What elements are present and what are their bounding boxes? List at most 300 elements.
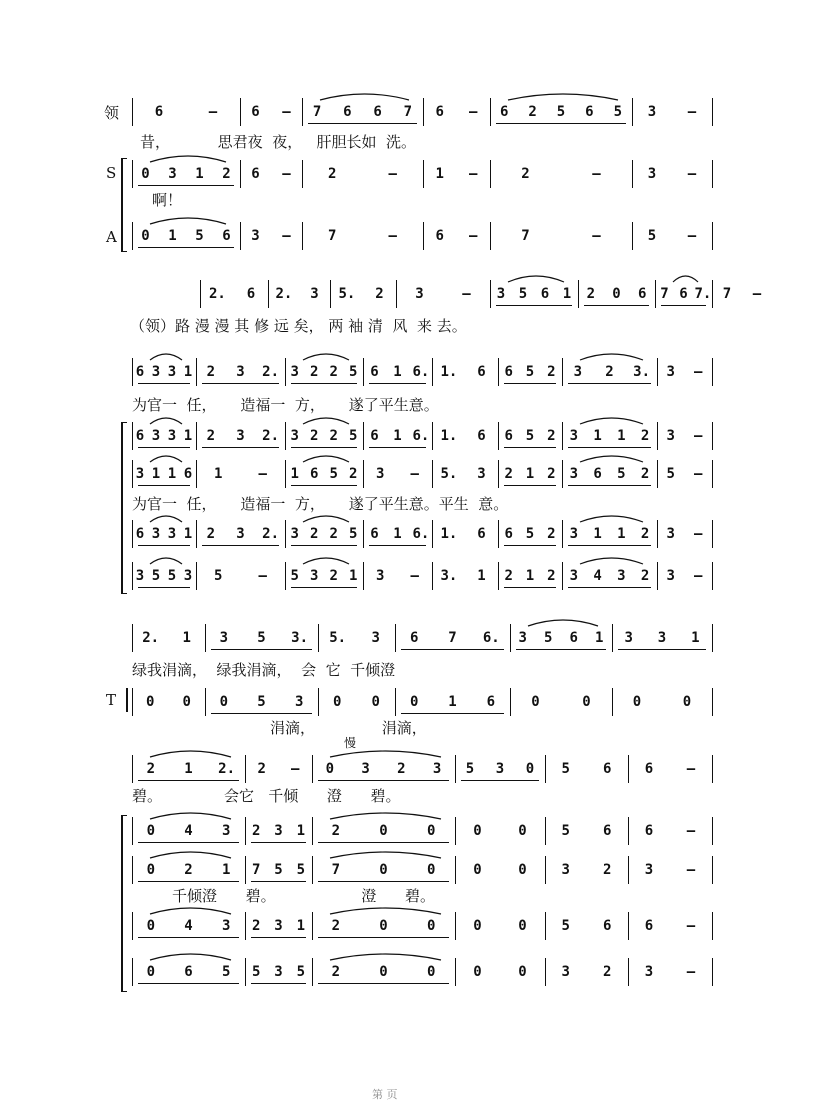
- note: 2: [547, 428, 556, 444]
- note: 7: [328, 228, 337, 244]
- note: 3: [666, 568, 675, 584]
- barline: [657, 422, 658, 450]
- notation-row: [0, 624, 822, 654]
- barline: [712, 562, 713, 590]
- dash-note: –: [686, 823, 696, 839]
- slur: [330, 954, 441, 960]
- note: 3: [496, 286, 506, 302]
- barline: [432, 460, 433, 488]
- notation-row: [0, 817, 822, 847]
- beam-line: [251, 842, 306, 843]
- slur: [150, 156, 226, 162]
- note: 0: [525, 761, 535, 777]
- note: 3: [647, 166, 657, 182]
- barline: [562, 358, 563, 386]
- note: 1: [349, 568, 358, 584]
- notation-row: [0, 856, 822, 886]
- barline: [498, 562, 499, 590]
- note: 2: [331, 918, 341, 934]
- dash-note: –: [388, 166, 397, 182]
- note: 0: [473, 862, 482, 878]
- note: 2: [310, 364, 319, 380]
- note: 2: [528, 104, 537, 120]
- note: 7: [403, 104, 413, 120]
- barline: [132, 98, 133, 126]
- note: 6: [593, 466, 602, 482]
- note: 3: [219, 630, 229, 646]
- lyric-line: 啊！: [152, 191, 183, 209]
- dash-note: –: [687, 104, 697, 120]
- note: 7: [521, 228, 530, 244]
- note: 1: [195, 166, 204, 182]
- barline: [712, 912, 713, 940]
- barline: [245, 755, 246, 783]
- dash-note: –: [282, 228, 291, 244]
- dash-note: –: [469, 166, 478, 182]
- note: 6: [310, 466, 319, 482]
- note: 3: [569, 568, 579, 584]
- note: 3.: [440, 568, 458, 584]
- beam-line: [504, 383, 556, 384]
- notation-row: [0, 422, 822, 452]
- beam-line: [568, 447, 651, 448]
- note: 1: [593, 428, 602, 444]
- note: 0: [426, 918, 436, 934]
- note: 3: [644, 964, 654, 980]
- barline: [562, 520, 563, 548]
- note: 3: [361, 761, 370, 777]
- lyric-line: 为官一 任， 造福一 方， 遂了平生意。平生 意。: [132, 495, 509, 513]
- beam-line: [211, 713, 312, 714]
- note: 4: [593, 568, 602, 584]
- note: 3: [221, 823, 231, 839]
- note: 0: [325, 761, 335, 777]
- note: 3: [236, 428, 245, 444]
- note: 1: [214, 466, 223, 482]
- note: 2: [547, 364, 556, 380]
- note: 2: [146, 761, 156, 777]
- barline: [395, 688, 396, 716]
- beam-line: [291, 587, 357, 588]
- note: 2: [310, 428, 319, 444]
- barline: [712, 520, 713, 548]
- slur: [330, 852, 441, 858]
- beam-line: [291, 545, 357, 546]
- slur-marks: [0, 552, 822, 566]
- note: 3: [477, 466, 486, 482]
- dash-note: –: [752, 286, 762, 302]
- barline: [455, 817, 456, 845]
- slur: [580, 354, 643, 360]
- barline: [510, 688, 511, 716]
- note: 2: [605, 364, 614, 380]
- slur: [508, 94, 618, 100]
- slur: [303, 354, 349, 360]
- note: 6: [569, 630, 578, 646]
- note: 0: [379, 918, 388, 934]
- note: 1: [151, 466, 161, 482]
- barline: [712, 624, 713, 652]
- barline: [455, 856, 456, 884]
- note: 1: [290, 466, 299, 482]
- note: 0: [518, 862, 527, 878]
- note: 1.: [440, 428, 458, 444]
- note: 3: [151, 364, 161, 380]
- note: 1: [183, 428, 193, 444]
- barline: [423, 160, 424, 188]
- beam-line: [318, 780, 449, 781]
- note: 3: [290, 526, 299, 542]
- barline: [363, 562, 364, 590]
- barline: [132, 160, 133, 188]
- beam-line: [138, 247, 234, 248]
- lyric-line: 涓滴， 涓滴，: [270, 719, 427, 737]
- slur: [150, 813, 231, 819]
- note: 5: [329, 466, 338, 482]
- slur: [150, 516, 182, 522]
- barline: [632, 98, 633, 126]
- barline: [302, 160, 303, 188]
- note: 1: [182, 630, 191, 646]
- barline: [240, 160, 241, 188]
- note: 0: [146, 964, 156, 980]
- note: 2: [251, 918, 261, 934]
- beam-line: [291, 383, 357, 384]
- note: 2: [640, 428, 650, 444]
- lyric-line: 千倾澄 碧。 澄 碧。: [172, 887, 436, 905]
- barline: [712, 460, 713, 488]
- note: 5: [214, 568, 223, 584]
- beam-line: [369, 447, 426, 448]
- note: 3: [168, 166, 177, 182]
- note: 3: [415, 286, 424, 302]
- dash-note: –: [462, 286, 471, 302]
- barline: [245, 958, 246, 986]
- slur: [330, 751, 441, 757]
- slur-marks: [0, 150, 822, 164]
- dash-note: –: [686, 862, 696, 878]
- note: 2: [331, 823, 341, 839]
- note: 3: [573, 364, 583, 380]
- barline: [545, 958, 546, 986]
- slur-marks: [0, 270, 822, 284]
- beam-line: [211, 649, 312, 650]
- note: 0: [426, 862, 436, 878]
- note: 3: [569, 466, 579, 482]
- barline: [395, 624, 396, 652]
- slur: [320, 94, 409, 100]
- barline: [490, 98, 491, 126]
- beam-line: [504, 587, 556, 588]
- note: 0: [473, 964, 482, 980]
- note: 0: [682, 694, 692, 710]
- notation-row: [0, 520, 822, 550]
- barline: [363, 422, 364, 450]
- barline: [132, 755, 133, 783]
- barline: [578, 280, 579, 308]
- note: 0: [473, 823, 482, 839]
- beam-line: [251, 881, 306, 882]
- barline: [545, 755, 546, 783]
- note: 6: [135, 364, 145, 380]
- note: 2: [397, 761, 406, 777]
- barline: [196, 422, 197, 450]
- note: 5: [544, 630, 553, 646]
- slur-marks: [0, 807, 822, 821]
- note: 3: [221, 918, 231, 934]
- beam-line: [291, 447, 357, 448]
- note: 2: [547, 526, 556, 542]
- barline: [200, 280, 201, 308]
- note: 5: [617, 466, 626, 482]
- slur: [150, 354, 182, 360]
- note: 2: [206, 526, 216, 542]
- note: 6: [183, 466, 193, 482]
- note: 3: [666, 428, 675, 444]
- note: 3: [236, 364, 245, 380]
- barline: [712, 958, 713, 986]
- note: 3: [371, 630, 380, 646]
- lyric-line: 昔， 思君夜 夜， 肝胆长如 洗。: [140, 133, 417, 151]
- note: 2: [640, 568, 650, 584]
- barline: [312, 755, 313, 783]
- note: 1: [168, 228, 177, 244]
- notation-row: [0, 958, 822, 988]
- note: 5: [349, 428, 358, 444]
- lyric-line: 为官一 任， 造福一 方， 遂了平生意。: [132, 396, 439, 414]
- note: 3: [657, 630, 667, 646]
- barline: [562, 422, 563, 450]
- slur-marks: [0, 614, 822, 628]
- note: 2: [640, 526, 650, 542]
- barline: [628, 958, 629, 986]
- slur-marks: [0, 846, 822, 860]
- barline: [712, 688, 713, 716]
- dash-note: –: [208, 104, 218, 120]
- beam-line: [138, 485, 190, 486]
- slur-marks: [0, 450, 822, 464]
- note: 5: [257, 630, 266, 646]
- notation-row: [0, 460, 822, 490]
- note: 5.: [440, 466, 458, 482]
- beam-line: [461, 780, 539, 781]
- note: 6: [486, 694, 496, 710]
- note: 1: [525, 568, 535, 584]
- barline: [245, 856, 246, 884]
- note: 3: [151, 526, 161, 542]
- note: 5: [349, 364, 358, 380]
- lyric-line: 绿我涓滴， 绿我涓滴， 会 它 千倾澄: [132, 661, 396, 679]
- beam-line: [202, 383, 279, 384]
- barline: [205, 688, 206, 716]
- note: 6: [370, 526, 379, 542]
- note: 3: [135, 466, 145, 482]
- note: 6: [603, 761, 612, 777]
- slur: [528, 620, 598, 626]
- note: 6: [540, 286, 550, 302]
- note: 6: [435, 228, 444, 244]
- beam-line: [138, 983, 239, 984]
- barline: [432, 562, 433, 590]
- note: 2: [640, 466, 650, 482]
- note: 2: [329, 526, 338, 542]
- dash-note: –: [469, 104, 478, 120]
- note: 2: [206, 364, 216, 380]
- slur: [303, 418, 349, 424]
- beam-line: [504, 545, 556, 546]
- note: 2: [329, 364, 338, 380]
- beam-line: [496, 123, 626, 124]
- slur: [508, 276, 564, 282]
- note: 6: [251, 166, 260, 182]
- dash-note: –: [282, 104, 291, 120]
- barline: [562, 562, 563, 590]
- note: 0: [219, 694, 229, 710]
- barline: [498, 358, 499, 386]
- note: 0: [582, 694, 591, 710]
- slur: [150, 218, 226, 224]
- dash-note: –: [291, 761, 300, 777]
- note: 1: [435, 166, 444, 182]
- barline: [712, 280, 713, 308]
- barline: [490, 222, 491, 250]
- barline: [545, 817, 546, 845]
- barline: [632, 222, 633, 250]
- slur: [150, 558, 182, 564]
- slur-marks: [0, 678, 822, 692]
- note: 4: [184, 918, 193, 934]
- note: 3: [151, 428, 161, 444]
- barline: [363, 520, 364, 548]
- barline: [712, 422, 713, 450]
- barline: [196, 358, 197, 386]
- note: 0: [518, 918, 527, 934]
- note: 1: [221, 862, 231, 878]
- barline: [132, 624, 133, 652]
- barline: [455, 755, 456, 783]
- note: 6: [184, 964, 193, 980]
- barline: [712, 856, 713, 884]
- note: 5: [525, 526, 535, 542]
- barline: [196, 460, 197, 488]
- page-footer: 第 页: [372, 1088, 398, 1101]
- note: 7.: [694, 286, 712, 302]
- slur: [580, 418, 643, 424]
- note: 6: [603, 918, 612, 934]
- note: 2: [547, 568, 556, 584]
- part-label-soprano: S: [106, 164, 117, 182]
- note: 3: [290, 428, 299, 444]
- note: 3: [569, 428, 579, 444]
- note: 6.: [412, 526, 430, 542]
- note: 3: [167, 526, 177, 542]
- slur: [150, 418, 182, 424]
- barline: [510, 624, 511, 652]
- note: 6: [222, 228, 231, 244]
- beam-line: [138, 842, 239, 843]
- note: 3: [561, 964, 570, 980]
- note: 0: [473, 918, 482, 934]
- note: 6: [251, 104, 260, 120]
- note: 2: [504, 568, 513, 584]
- note: 3.: [633, 364, 651, 380]
- barline: [432, 422, 433, 450]
- note: 6: [370, 364, 379, 380]
- barline: [318, 688, 319, 716]
- note: 5: [525, 428, 535, 444]
- note: 3: [183, 568, 193, 584]
- note: 3: [432, 761, 442, 777]
- note: 6: [477, 428, 486, 444]
- barline: [455, 958, 456, 986]
- barline: [363, 460, 364, 488]
- note: 5: [647, 228, 657, 244]
- barline: [132, 817, 133, 845]
- note: 6: [135, 526, 145, 542]
- note: 1: [183, 364, 193, 380]
- note: 1: [448, 694, 457, 710]
- barline: [545, 856, 546, 884]
- notation-row: [0, 280, 822, 310]
- barline: [712, 160, 713, 188]
- beam-line: [318, 842, 449, 843]
- note: 6: [603, 823, 612, 839]
- part-label-lead: 领: [104, 104, 120, 122]
- note: 4: [184, 823, 193, 839]
- note: 0: [612, 286, 621, 302]
- barline: [302, 98, 303, 126]
- note: 5: [257, 694, 266, 710]
- note: 2.: [262, 364, 280, 380]
- barline: [498, 460, 499, 488]
- notation-row: [0, 222, 822, 252]
- note: 2: [521, 166, 530, 182]
- slur-marks: [0, 510, 822, 524]
- note: 0: [409, 694, 419, 710]
- note: 0: [146, 862, 156, 878]
- barline: [423, 222, 424, 250]
- barline: [318, 624, 319, 652]
- beam-line: [308, 123, 417, 124]
- barline: [712, 358, 713, 386]
- note: 2: [375, 286, 384, 302]
- note: 0: [426, 823, 436, 839]
- note: 3: [310, 286, 319, 302]
- slur-marks: [0, 88, 822, 102]
- barline: [712, 755, 713, 783]
- barline: [240, 98, 241, 126]
- note: 0: [146, 918, 156, 934]
- dash-note: –: [388, 228, 397, 244]
- beam-line: [369, 383, 426, 384]
- beam-line: [568, 545, 651, 546]
- dash-note: –: [410, 466, 419, 482]
- beam-line: [291, 485, 357, 486]
- note: 6: [644, 761, 654, 777]
- note: 5: [556, 104, 566, 120]
- notation-row: [0, 358, 822, 388]
- note: 3.: [291, 630, 309, 646]
- note: 1: [184, 761, 193, 777]
- barline: [132, 856, 133, 884]
- barline: [612, 624, 613, 652]
- note: 3: [647, 104, 657, 120]
- note: 7: [722, 286, 732, 302]
- notation-row: [0, 160, 822, 190]
- part-label-tenor: T: [106, 691, 117, 709]
- note: 0: [141, 228, 150, 244]
- barline: [132, 912, 133, 940]
